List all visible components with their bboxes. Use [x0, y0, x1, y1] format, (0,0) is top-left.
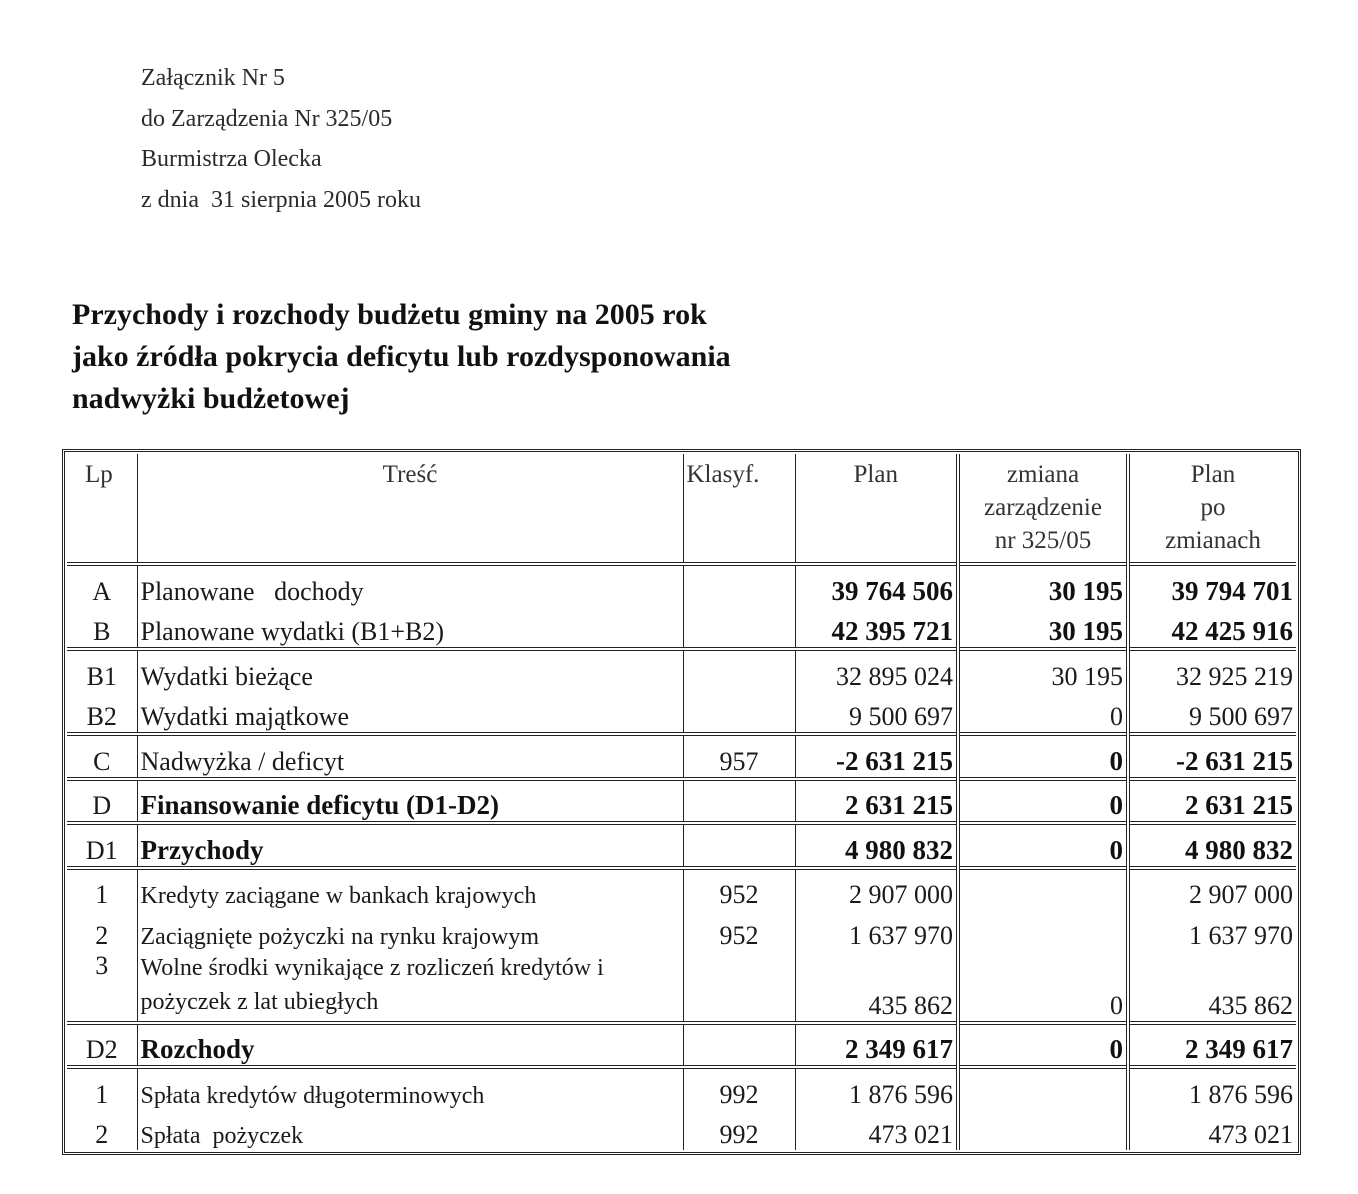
header-plan-po-line: zmianach — [1165, 527, 1261, 554]
cell-zmiana: 30 195 — [958, 651, 1128, 692]
table-row — [67, 1110, 1296, 1151]
cell-zmiana — [958, 870, 1128, 911]
cell-klasyf — [683, 607, 795, 650]
cell-lp: 2 — [95, 920, 109, 950]
cell-plan-po: 2 631 215 — [1128, 781, 1296, 824]
cell-tresc: Wolne środki wynikające z rozliczeń kredytów i pożyczek z lat ubiegłych — [137, 951, 683, 1023]
cell-zmiana — [958, 910, 1128, 951]
cell-zmiana: 30 195 — [958, 566, 1128, 607]
attachment-line: z dnia 31 sierpnia 2005 roku — [141, 186, 421, 213]
table-row — [67, 1025, 1296, 1068]
table-row — [67, 692, 1296, 735]
table-row — [67, 566, 1296, 607]
cell-klasyf — [683, 825, 795, 868]
cell-plan: 435 862 — [795, 951, 958, 1023]
cell-tresc: Planowane wydatki (B1+B2) — [137, 607, 683, 650]
cell-plan-po: 32 925 219 — [1128, 651, 1296, 692]
cell-tresc: Planowane dochody — [137, 566, 683, 607]
cell-plan-po: 2 907 000 — [1128, 870, 1296, 911]
cell-klasyf: 952 — [683, 870, 795, 911]
cell-klasyf — [683, 566, 795, 607]
attachment-line: Burmistrza Olecka — [141, 146, 322, 172]
cell-lp: 2 — [95, 1120, 109, 1149]
cell-lp: 3 — [95, 950, 109, 980]
cell-zmiana: 0 — [958, 951, 1128, 1023]
table-row — [67, 870, 1296, 911]
cell-zmiana: 0 — [958, 692, 1128, 735]
cell-lp: 1 — [95, 880, 109, 909]
table-row — [67, 607, 1296, 650]
budget-table — [67, 454, 1296, 1150]
cell-lp: D — [92, 791, 112, 820]
cell-klasyf: 952 — [683, 910, 795, 951]
cell-plan: 42 395 721 — [795, 607, 958, 650]
cell-lp: 1 — [95, 1079, 109, 1109]
document-title — [72, 294, 731, 420]
table-row — [67, 736, 1296, 779]
cell-plan-po: 1 876 596 — [1128, 1069, 1296, 1110]
budget-table-frame — [62, 449, 1301, 1155]
header-klasyf: Klasyf. — [683, 454, 795, 564]
header-lp: Lp — [85, 461, 113, 488]
table-row — [67, 651, 1296, 692]
header-plan: Plan — [795, 454, 958, 564]
cell-lp: B1 — [86, 661, 117, 691]
table-row — [67, 910, 1296, 951]
cell-zmiana: 0 — [958, 781, 1128, 824]
cell-tresc: Wydatki majątkowe — [137, 692, 683, 735]
cell-plan: 1 637 970 — [795, 910, 958, 951]
cell-plan-po: -2 631 215 — [1128, 736, 1296, 779]
cell-lp: B2 — [86, 702, 117, 731]
table-row — [67, 951, 1296, 1023]
attachment-note — [141, 58, 421, 220]
cell-plan-po: 4 980 832 — [1128, 825, 1296, 868]
cell-tresc: Wydatki bieżące — [137, 651, 683, 692]
cell-klasyf: 957 — [683, 736, 795, 779]
cell-plan: 9 500 697 — [795, 692, 958, 735]
table-row — [67, 825, 1296, 868]
header-zmiana-line: zmiana — [1006, 461, 1080, 488]
table-header-row — [67, 454, 1296, 564]
cell-klasyf — [683, 651, 795, 692]
header-tresc: Treść — [137, 454, 683, 564]
cell-plan: 1 876 596 — [795, 1069, 958, 1110]
cell-tresc: Rozchody — [137, 1025, 683, 1068]
cell-plan-po: 1 637 970 — [1128, 910, 1296, 951]
cell-tresc: Finansowanie deficytu (D1-D2) — [137, 781, 683, 824]
cell-plan: 4 980 832 — [795, 825, 958, 868]
cell-tresc: Kredyty zaciągane w bankach krajowych — [137, 870, 683, 911]
cell-klasyf: 992 — [683, 1069, 795, 1110]
cell-klasyf — [683, 781, 795, 824]
cell-klasyf — [683, 692, 795, 735]
header-zmiana-line: nr 325/05 — [994, 527, 1092, 554]
header-plan-po-zmianach — [1128, 454, 1296, 564]
attachment-line: do Zarządzenia Nr 325/05 — [141, 105, 393, 132]
cell-tresc: Przychody — [137, 825, 683, 868]
header-plan-po-line: Plan — [1190, 461, 1236, 488]
cell-klasyf — [683, 1025, 795, 1068]
cell-tresc: Spłata pożyczek — [137, 1110, 683, 1151]
cell-lp: B — [93, 617, 111, 646]
cell-plan-po: 435 862 — [1128, 951, 1296, 1023]
header-zmiana-line: zarządzenie — [984, 494, 1102, 521]
cell-lp: D2 — [85, 1035, 118, 1064]
cell-zmiana — [958, 1069, 1128, 1110]
cell-plan-po: 39 794 701 — [1128, 566, 1296, 607]
cell-zmiana: 0 — [958, 736, 1128, 779]
cell-zmiana — [958, 1110, 1128, 1151]
header-plan-po-line: po — [1200, 494, 1226, 521]
attachment-line: Załącznik Nr 5 — [141, 65, 285, 91]
cell-tresc: Zaciągnięte pożyczki na rynku krajowym — [137, 910, 683, 951]
cell-plan: 2 349 617 — [795, 1025, 958, 1068]
table-row — [67, 1069, 1296, 1110]
cell-plan: 2 907 000 — [795, 870, 958, 911]
cell-plan-po: 9 500 697 — [1128, 692, 1296, 735]
cell-plan: 473 021 — [795, 1110, 958, 1151]
cell-zmiana: 0 — [958, 825, 1128, 868]
cell-zmiana: 0 — [958, 1025, 1128, 1068]
cell-plan: -2 631 215 — [795, 736, 958, 779]
cell-plan-po: 2 349 617 — [1128, 1025, 1296, 1068]
cell-lp: C — [93, 746, 111, 776]
cell-lp: D1 — [85, 835, 118, 865]
title-line: nadwyżki budżetowej — [72, 382, 350, 415]
cell-klasyf — [683, 951, 795, 1023]
title-line: Przychody i rozchody budżetu gminy na 2005 rok — [72, 298, 707, 331]
cell-lp: A — [92, 576, 112, 606]
title-line: jako źródła pokrycia deficytu lub rozdysponowania — [72, 340, 731, 373]
cell-plan: 32 895 024 — [795, 651, 958, 692]
cell-zmiana: 30 195 — [958, 607, 1128, 650]
cell-tresc: Spłata kredytów długoterminowych — [137, 1069, 683, 1110]
cell-plan-po: 42 425 916 — [1128, 607, 1296, 650]
cell-klasyf: 992 — [683, 1110, 795, 1151]
header-zmiana — [958, 454, 1128, 564]
table-row — [67, 781, 1296, 824]
cell-plan: 39 764 506 — [795, 566, 958, 607]
cell-plan: 2 631 215 — [795, 781, 958, 824]
cell-plan-po: 473 021 — [1128, 1110, 1296, 1151]
cell-tresc: Nadwyżka / deficyt — [137, 736, 683, 779]
